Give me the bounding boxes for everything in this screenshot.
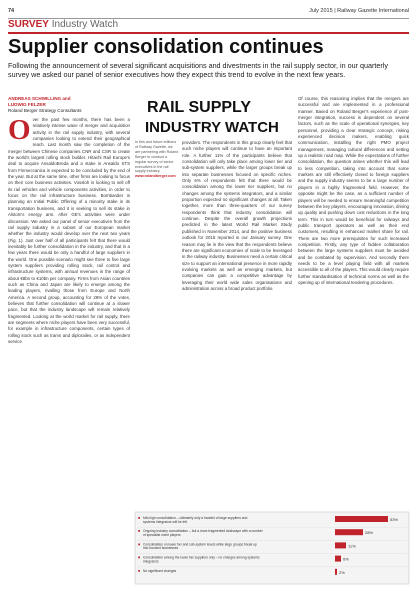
byline (8, 96, 128, 114)
category-label: Consolidation among the lower tier suppliers only – no changes among systems (143, 555, 260, 560)
bar (335, 556, 341, 562)
author-affiliation: Roland Berger Strategy Consultants (8, 108, 82, 113)
bar-value-label: 53% (390, 517, 399, 522)
logo-line-2: INDUSTRY WATCH (145, 119, 279, 136)
category-marker: ■ (138, 568, 141, 573)
category-label: into focused businesses (143, 546, 179, 551)
article-title: Supplier consolidation continues (8, 36, 324, 58)
caption-link[interactable]: www.rolandberger.com (135, 174, 176, 179)
drop-cap: O (8, 114, 31, 146)
issue-line: July 2015 | Railway Gazette International (309, 8, 409, 14)
category-label: No significant changes (143, 568, 177, 573)
article-intro: Following the announcement of several significant acquisitions and divestments in the rail supply sector, in our quarterly survey we asked our panel of senior executives how they expect this trend to evolve in the next few years. (8, 61, 388, 80)
bar (335, 569, 337, 575)
page-header (8, 6, 409, 19)
bar-value-label: 2% (339, 569, 345, 575)
page-number: 74 (8, 8, 15, 14)
section-rule (8, 32, 409, 34)
category-marker: ■ (138, 529, 141, 534)
bar-value-label: 6% (343, 556, 349, 562)
logo-line-1: RAIL SUPPLY (147, 99, 252, 116)
survey-bar-chart (135, 512, 409, 584)
bar-value-label: 28% (365, 530, 374, 536)
bar-value-label: 11% (348, 543, 356, 549)
section-survey: SURVEY (8, 19, 49, 30)
category-marker: ■ (138, 542, 141, 547)
section-label (8, 19, 118, 30)
category-label: systems integrators will be left (143, 519, 187, 524)
rail-supply-industry-watch-logo (141, 95, 279, 137)
author-1: ANDREAS SCHWILLING and (8, 96, 71, 101)
category-label: Consolidation on lower tier and sub-system levels while large groups break up (143, 542, 257, 547)
column-2: providers. The respondents in this group clearly feel that such niche players will continue to have an important role. A further 11% of the participants believe that consolidation will only take place among lower tier and sub-system suppliers, while the larger groups break up into separate businesses focused on specific niches. Only 6% of respondents felt that there would be consolidation among the lower tier suppliers, but no changes among the systems integrators, and a similar proportion expected no significant changes at all. Taken together, more than three-quarters of our survey respondents think that industry consolidation will continue. Despite the overall growth projections predicted in the latest World Rail Market Study published in November 2014, and the positive business outlook for 2015 reported in our January survey. One reason may lie in the view that the respondents believe there are significant economies of scale to be leveraged in the railway industry. Businesses need a certain critical size to support an international presence in more rapidly evolving markets as well as emerging markets, but companies can gain a competitive advantage by leveraging their world wide sales organisations and administration across a broad product portfolio. (182, 140, 292, 291)
bar (335, 542, 346, 548)
caption-text: In this and future editions of Railway Gazette, we are partnering with Roland Berger to conduct a regular survey of senior executives in the rail supply industry. (135, 140, 179, 174)
author-2: LUDWIG FELZER (8, 102, 46, 107)
column-3: Of course, this reasoning implies that the mergers are successful and are implemented in a professional manner. Based on Roland Berger's experience of post-merger integration, success is dependent on several factors, such as the scale of operational synergies, key personnel, providing a clear strategic concept, risking experienced decision makers, enabling quick communication, installing the right PMO project management, managing cultural differences and setting up a realistic road map. While the expectations of further consolidation, the question arises whether this will lead to less competition, taking into account that some markets are still effectively closed to foreign suppliers and the supply industry seems to be a large number of players in a highly fragmented field. However, the opposite might be the case, as a sufficient number of players will be needed to ensure meaningful competition between the key players, encouraging innovation, driving up quality and pushing down cost reductions in the long term. This in turn would be beneficial for railways and public transport operators as well as their end customers, resulting in enhanced market share for rail. There are two more prerequisites for such increased competition. Firstly, any type of hidden collaboration between the large systems suppliers must be avoided and be combated by supervision. And secondly there needs to be a level playing field with all markets accessible to all of the players. This would clearly require further standardisation of technical norms as well as the opening up of international tendering procedures. (298, 96, 409, 285)
bar (335, 529, 363, 535)
column-1 (8, 114, 130, 584)
category-label: integrators (143, 559, 159, 564)
logo-caption (135, 140, 179, 179)
category-label: of specialist niche players (143, 533, 181, 537)
category-label: Ongoing industry consolidation – but a more fragmented landscape with a number (143, 529, 263, 534)
category-marker: ■ (138, 555, 141, 560)
section-sub: Industry Watch (51, 19, 119, 30)
category-label: Mid-high consolidation – ultimately only a handful of large suppliers and (143, 516, 248, 520)
column-1-text: ver the past few months, there has been a relatively intense wave of merger and acquisition activity in the rail supply industry, with several companies looking to extend their geographical reach. Last month saw the completion of the merger between Chinese companies CNR and CSR to create the world's largest rolling stock builder. Hitachi Rail Europe's deal to acquire AnsaldoBreda and a stake in Ansaldo STS from Finmeccanica is expected to be concluded by the end of the year. But at the same time, other firms are looking to focus on their core business activities. Vossloh is looking to sell off its rail vehicles and vehicle components activities, in order to focus on the rail infrastructure business. Bombardier is planning an Initial Public Offering of a minority stake in its transportation business, and it is seeking to sell its stake in Alstom's energy arm. After GE's activities were under discussion. We asked our panel of senior executives from the rail supply industry in a subset of our European market whether the industry would develop over the next two years (Fig. 1). Just over half of all participants felt that there would inevitably be further consolidation in the industry, and that in a few years there would be only a handful of large suppliers in the world. One possible scenario might see three to five large system suppliers providing rolling stock, rail control and infrastructure systems, with annual revenues in the range of about €8bn to €10bn per company. Firms from Asian countries such as China and Japan are likely to emerge among the leading players, rivalling those from Europe and North America. A second group, accounting for 28% of the votes, believes that further consolidation will continue at a slower pace, but that the industry landscape will remain relatively fragmented. Looking at the world market for rail supply, there are segments where niche players have been very successful, for example in infrastructure components, certain types of rolling stock such as trams and diplorailes, or as independent service (8, 117, 130, 345)
category-marker: ■ (138, 516, 141, 520)
bar (335, 516, 388, 522)
